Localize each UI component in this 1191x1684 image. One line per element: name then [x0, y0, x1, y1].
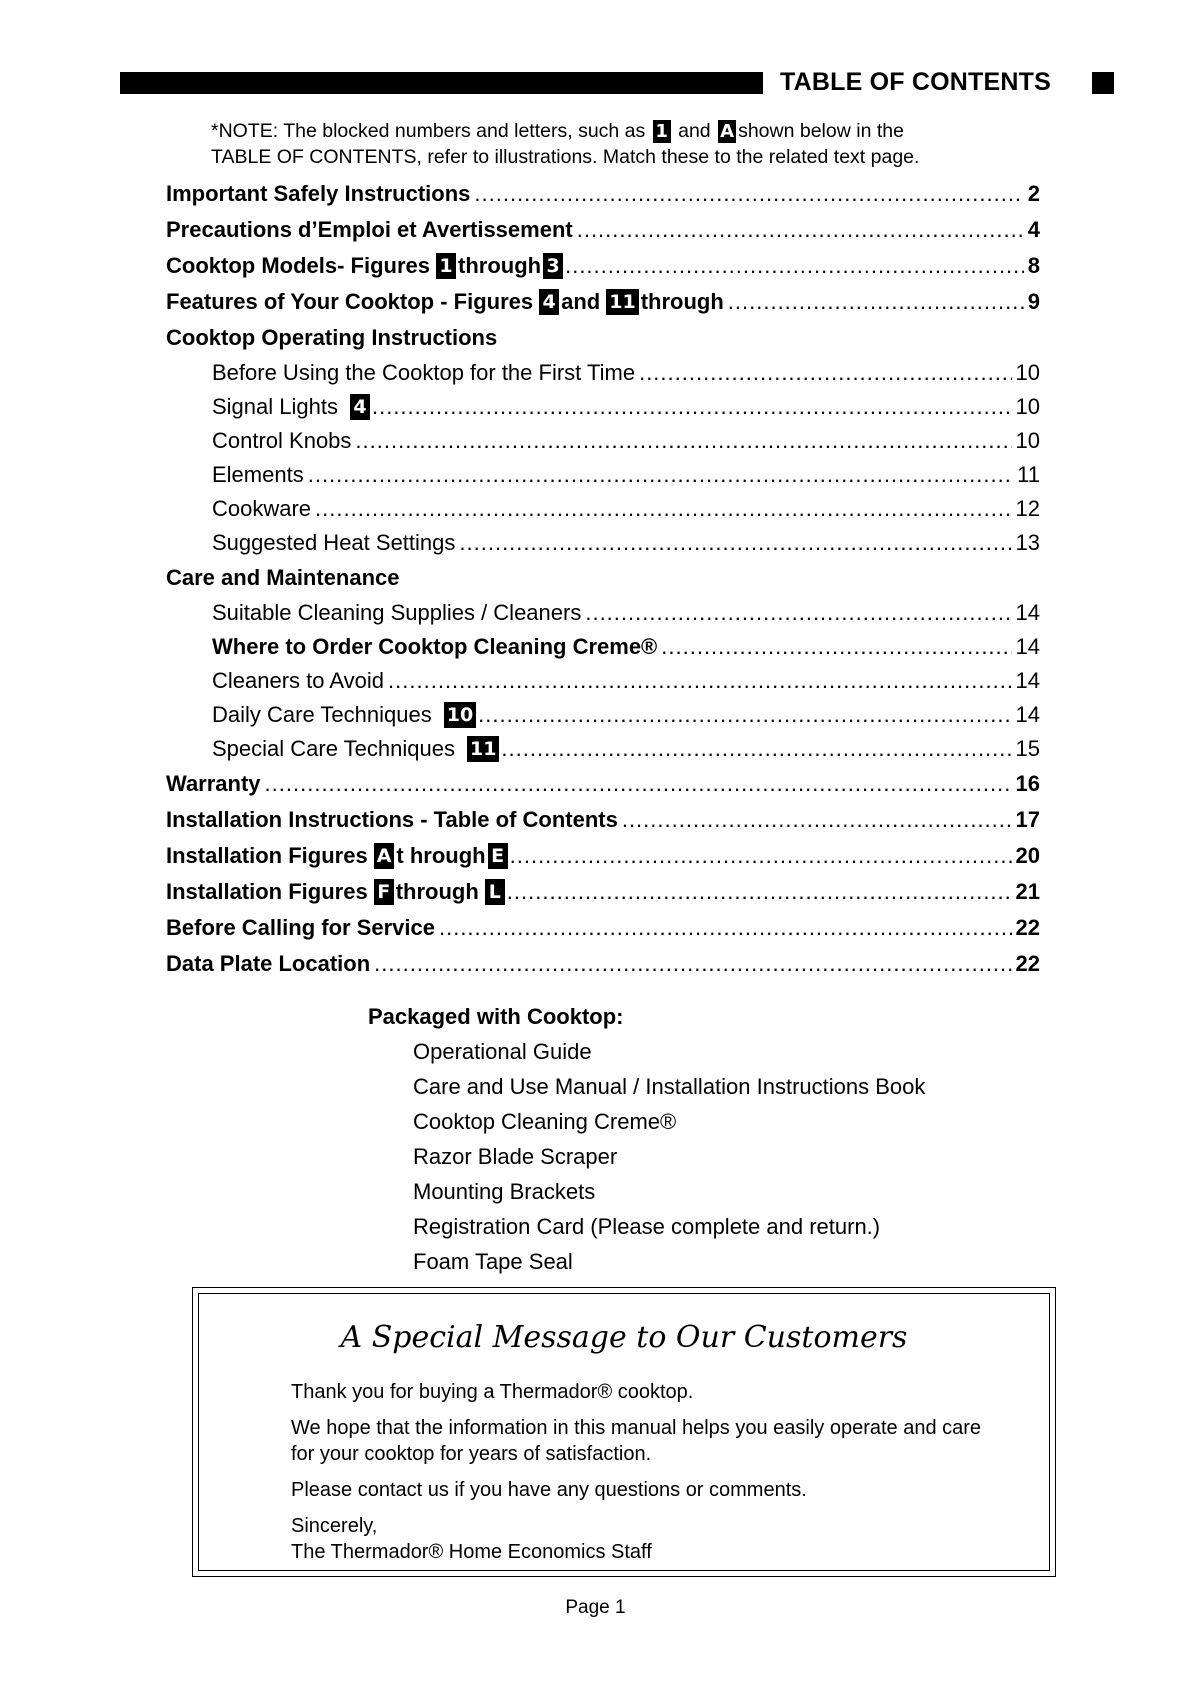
figure-badge: 11 — [606, 289, 638, 315]
figure-badge: 11 — [467, 736, 499, 762]
toc-entry[interactable] — [166, 284, 1040, 320]
note-text: shown below in the — [738, 120, 904, 142]
dot-leader — [474, 181, 1023, 207]
dot-leader — [565, 253, 1024, 279]
toc-entry-label: through — [395, 879, 479, 904]
dot-leader — [372, 394, 1012, 420]
toc-subentry[interactable] — [166, 458, 1040, 492]
toc-entry-label: through — [458, 253, 542, 278]
toc-entry-label: Installation Instructions - Table of Contents — [166, 807, 618, 832]
figure-badge: 1 — [436, 253, 456, 279]
packaged-with-cooktop — [368, 1004, 1068, 1284]
toc-page-number: 10 — [1015, 394, 1040, 419]
packaged-item: Operational Guide — [413, 1039, 592, 1064]
packaged-item: Registration Card (Please complete and return.) — [413, 1214, 881, 1239]
page-number-footer: Page 1 — [565, 1597, 626, 1618]
dot-leader — [577, 217, 1024, 243]
packaged-item: Foam Tape Seal — [413, 1249, 573, 1274]
note-text: and — [678, 120, 711, 142]
message-signature: The Thermador® Home Economics Staff — [291, 1541, 652, 1563]
toc-subentry[interactable] — [166, 732, 1040, 766]
toc-entry-label: Special Care Techniques — [212, 736, 455, 761]
toc-page-number: 12 — [1015, 496, 1040, 521]
dot-leader — [501, 736, 1011, 762]
toc-page-number: 10 — [1015, 360, 1040, 385]
dot-leader — [585, 600, 1011, 626]
toc-entry-label: Precautions d’Emploi et Avertissement — [166, 217, 573, 242]
figure-badge: A — [374, 843, 395, 869]
figure-badge: 4 — [350, 394, 370, 420]
toc-page-number: 2 — [1027, 181, 1040, 206]
toc-entry-label: Cooktop Models- Figures — [166, 253, 430, 278]
toc-entry-label: Features of Your Cooktop - Figures — [166, 289, 534, 314]
note-text: TABLE OF CONTENTS, refer to illustrations. Match these to the related text page. — [211, 146, 920, 168]
dot-leader — [374, 951, 1011, 977]
toc-entry-label: Installation Figures — [166, 843, 368, 868]
toc-subentry[interactable] — [166, 664, 1040, 698]
toc-entry-label: Warranty — [166, 771, 261, 796]
dot-leader — [265, 771, 1012, 797]
section-heading-label: Care and Maintenance — [166, 565, 400, 590]
dot-leader — [639, 360, 1011, 386]
message-paragraph: Thank you for buying a Thermador® cooktop. — [291, 1381, 694, 1403]
toc-entry[interactable] — [166, 802, 1040, 838]
toc-subentry[interactable] — [166, 698, 1040, 732]
page-title: TABLE OF CONTENTS — [780, 68, 1051, 96]
toc-entry-label: Important Safely Instructions — [166, 181, 471, 206]
toc-entry[interactable] — [166, 766, 1040, 802]
header-square — [1092, 72, 1114, 94]
toc-subentry[interactable] — [166, 390, 1040, 424]
toc-subentry[interactable] — [166, 630, 1040, 664]
toc-subentry[interactable] — [166, 596, 1040, 630]
message-body — [291, 1379, 991, 1565]
toc-page-number: 17 — [1015, 807, 1040, 832]
toc-subentry[interactable] — [166, 356, 1040, 390]
toc-page-number: 14 — [1015, 634, 1040, 659]
toc-entry-label: Data Plate Location — [166, 951, 371, 976]
toc-subentry[interactable] — [166, 424, 1040, 458]
message-inner-border — [198, 1293, 1050, 1571]
figure-badge: L — [485, 879, 505, 905]
toc-page-number: 9 — [1027, 289, 1040, 314]
dot-leader — [622, 807, 1012, 833]
toc-page-number: 4 — [1027, 217, 1040, 242]
dot-leader — [439, 915, 1012, 941]
dot-leader — [308, 462, 1013, 488]
toc-page-number: 13 — [1015, 530, 1040, 555]
toc-entry[interactable] — [166, 212, 1040, 248]
toc-subentry[interactable] — [166, 526, 1040, 560]
toc-entry-label: Installation Figures — [166, 879, 368, 904]
dot-leader — [388, 668, 1011, 694]
dot-leader — [315, 496, 1011, 522]
toc-entry-label: Cleaners to Avoid — [212, 668, 385, 693]
toc-entry[interactable] — [166, 176, 1040, 212]
message-paragraph: Please contact us if you have any questions or comments. — [291, 1479, 807, 1501]
toc-entry-label: Elements — [212, 462, 304, 487]
toc-entry[interactable] — [166, 838, 1040, 874]
toc-entry-label: Daily Care Techniques — [212, 702, 432, 727]
dot-leader — [355, 428, 1011, 454]
dot-leader — [507, 879, 1012, 905]
packaged-item: Care and Use Manual / Installation Instructions Book — [413, 1074, 926, 1099]
note-text: *NOTE: The blocked numbers and letters, such as — [211, 120, 646, 142]
toc-page-number: 14 — [1015, 668, 1040, 693]
header-bar — [120, 72, 763, 94]
toc-page-number: 16 — [1015, 771, 1040, 796]
dot-leader — [510, 843, 1012, 869]
toc-page-number: 22 — [1015, 915, 1040, 940]
toc-entry[interactable] — [166, 248, 1040, 284]
toc-entry[interactable] — [166, 874, 1040, 910]
toc-entry-label: t hrough — [396, 843, 486, 868]
figure-badge: 10 — [444, 702, 476, 728]
toc-page-number: 14 — [1015, 702, 1040, 727]
dot-leader — [478, 702, 1011, 728]
toc-entry-label: Before Calling for Service — [166, 915, 435, 940]
illustration-note — [211, 118, 1011, 170]
toc-page-number: 14 — [1015, 600, 1040, 625]
toc-page-number: 8 — [1027, 253, 1040, 278]
packaged-item: Mounting Brackets — [413, 1179, 596, 1204]
table-of-contents — [166, 176, 1040, 982]
packaged-title: Packaged with Cooktop: — [368, 1004, 624, 1029]
packaged-item: Razor Blade Scraper — [413, 1144, 618, 1169]
toc-header — [120, 70, 1115, 94]
toc-entry-label: Suggested Heat Settings — [212, 530, 456, 555]
customer-message-box — [192, 1287, 1056, 1577]
toc-section-heading — [166, 560, 1040, 596]
figure-badge: E — [488, 843, 508, 869]
toc-page-number: 22 — [1015, 951, 1040, 976]
toc-entry-label: Before Using the Cooktop for the First Time — [212, 360, 636, 385]
toc-entry-label: Cookware — [212, 496, 312, 521]
note-badge-number: 1 — [653, 120, 671, 143]
message-title: A Special Message to Our Customers — [340, 1320, 908, 1355]
toc-entry-label: through — [640, 289, 724, 314]
figure-badge: 3 — [543, 253, 563, 279]
dot-leader — [728, 289, 1024, 315]
toc-page-number: 20 — [1015, 843, 1040, 868]
toc-entry-label: Suitable Cleaning Supplies / Cleaners — [212, 600, 582, 625]
message-paragraph: We hope that the information in this manual helps you easily operate and care for your cooktop for years of satisfaction. — [291, 1417, 982, 1465]
toc-entry-label: and — [561, 289, 601, 314]
toc-page-number: 21 — [1015, 879, 1040, 904]
figure-badge: F — [374, 879, 394, 905]
toc-section-heading — [166, 320, 1040, 356]
packaged-item: Cooktop Cleaning Creme® — [413, 1109, 677, 1134]
toc-entry[interactable] — [166, 946, 1040, 982]
note-badge-letter: A — [718, 120, 736, 143]
dot-leader — [459, 530, 1011, 556]
toc-entry-label: Control Knobs — [212, 428, 352, 453]
toc-page-number: 11 — [1017, 462, 1040, 487]
figure-badge: 4 — [539, 289, 559, 315]
toc-page-number: 15 — [1015, 736, 1040, 761]
toc-entry-label: Where to Order Cooktop Cleaning Creme® — [212, 634, 658, 659]
toc-subentry[interactable] — [166, 492, 1040, 526]
section-heading-label: Cooktop Operating Instructions — [166, 325, 498, 350]
toc-page-number: 10 — [1015, 428, 1040, 453]
toc-entry-label: Signal Lights — [212, 394, 338, 419]
toc-entry[interactable] — [166, 910, 1040, 946]
dot-leader — [661, 634, 1011, 660]
message-signoff: Sincerely, — [291, 1515, 378, 1537]
